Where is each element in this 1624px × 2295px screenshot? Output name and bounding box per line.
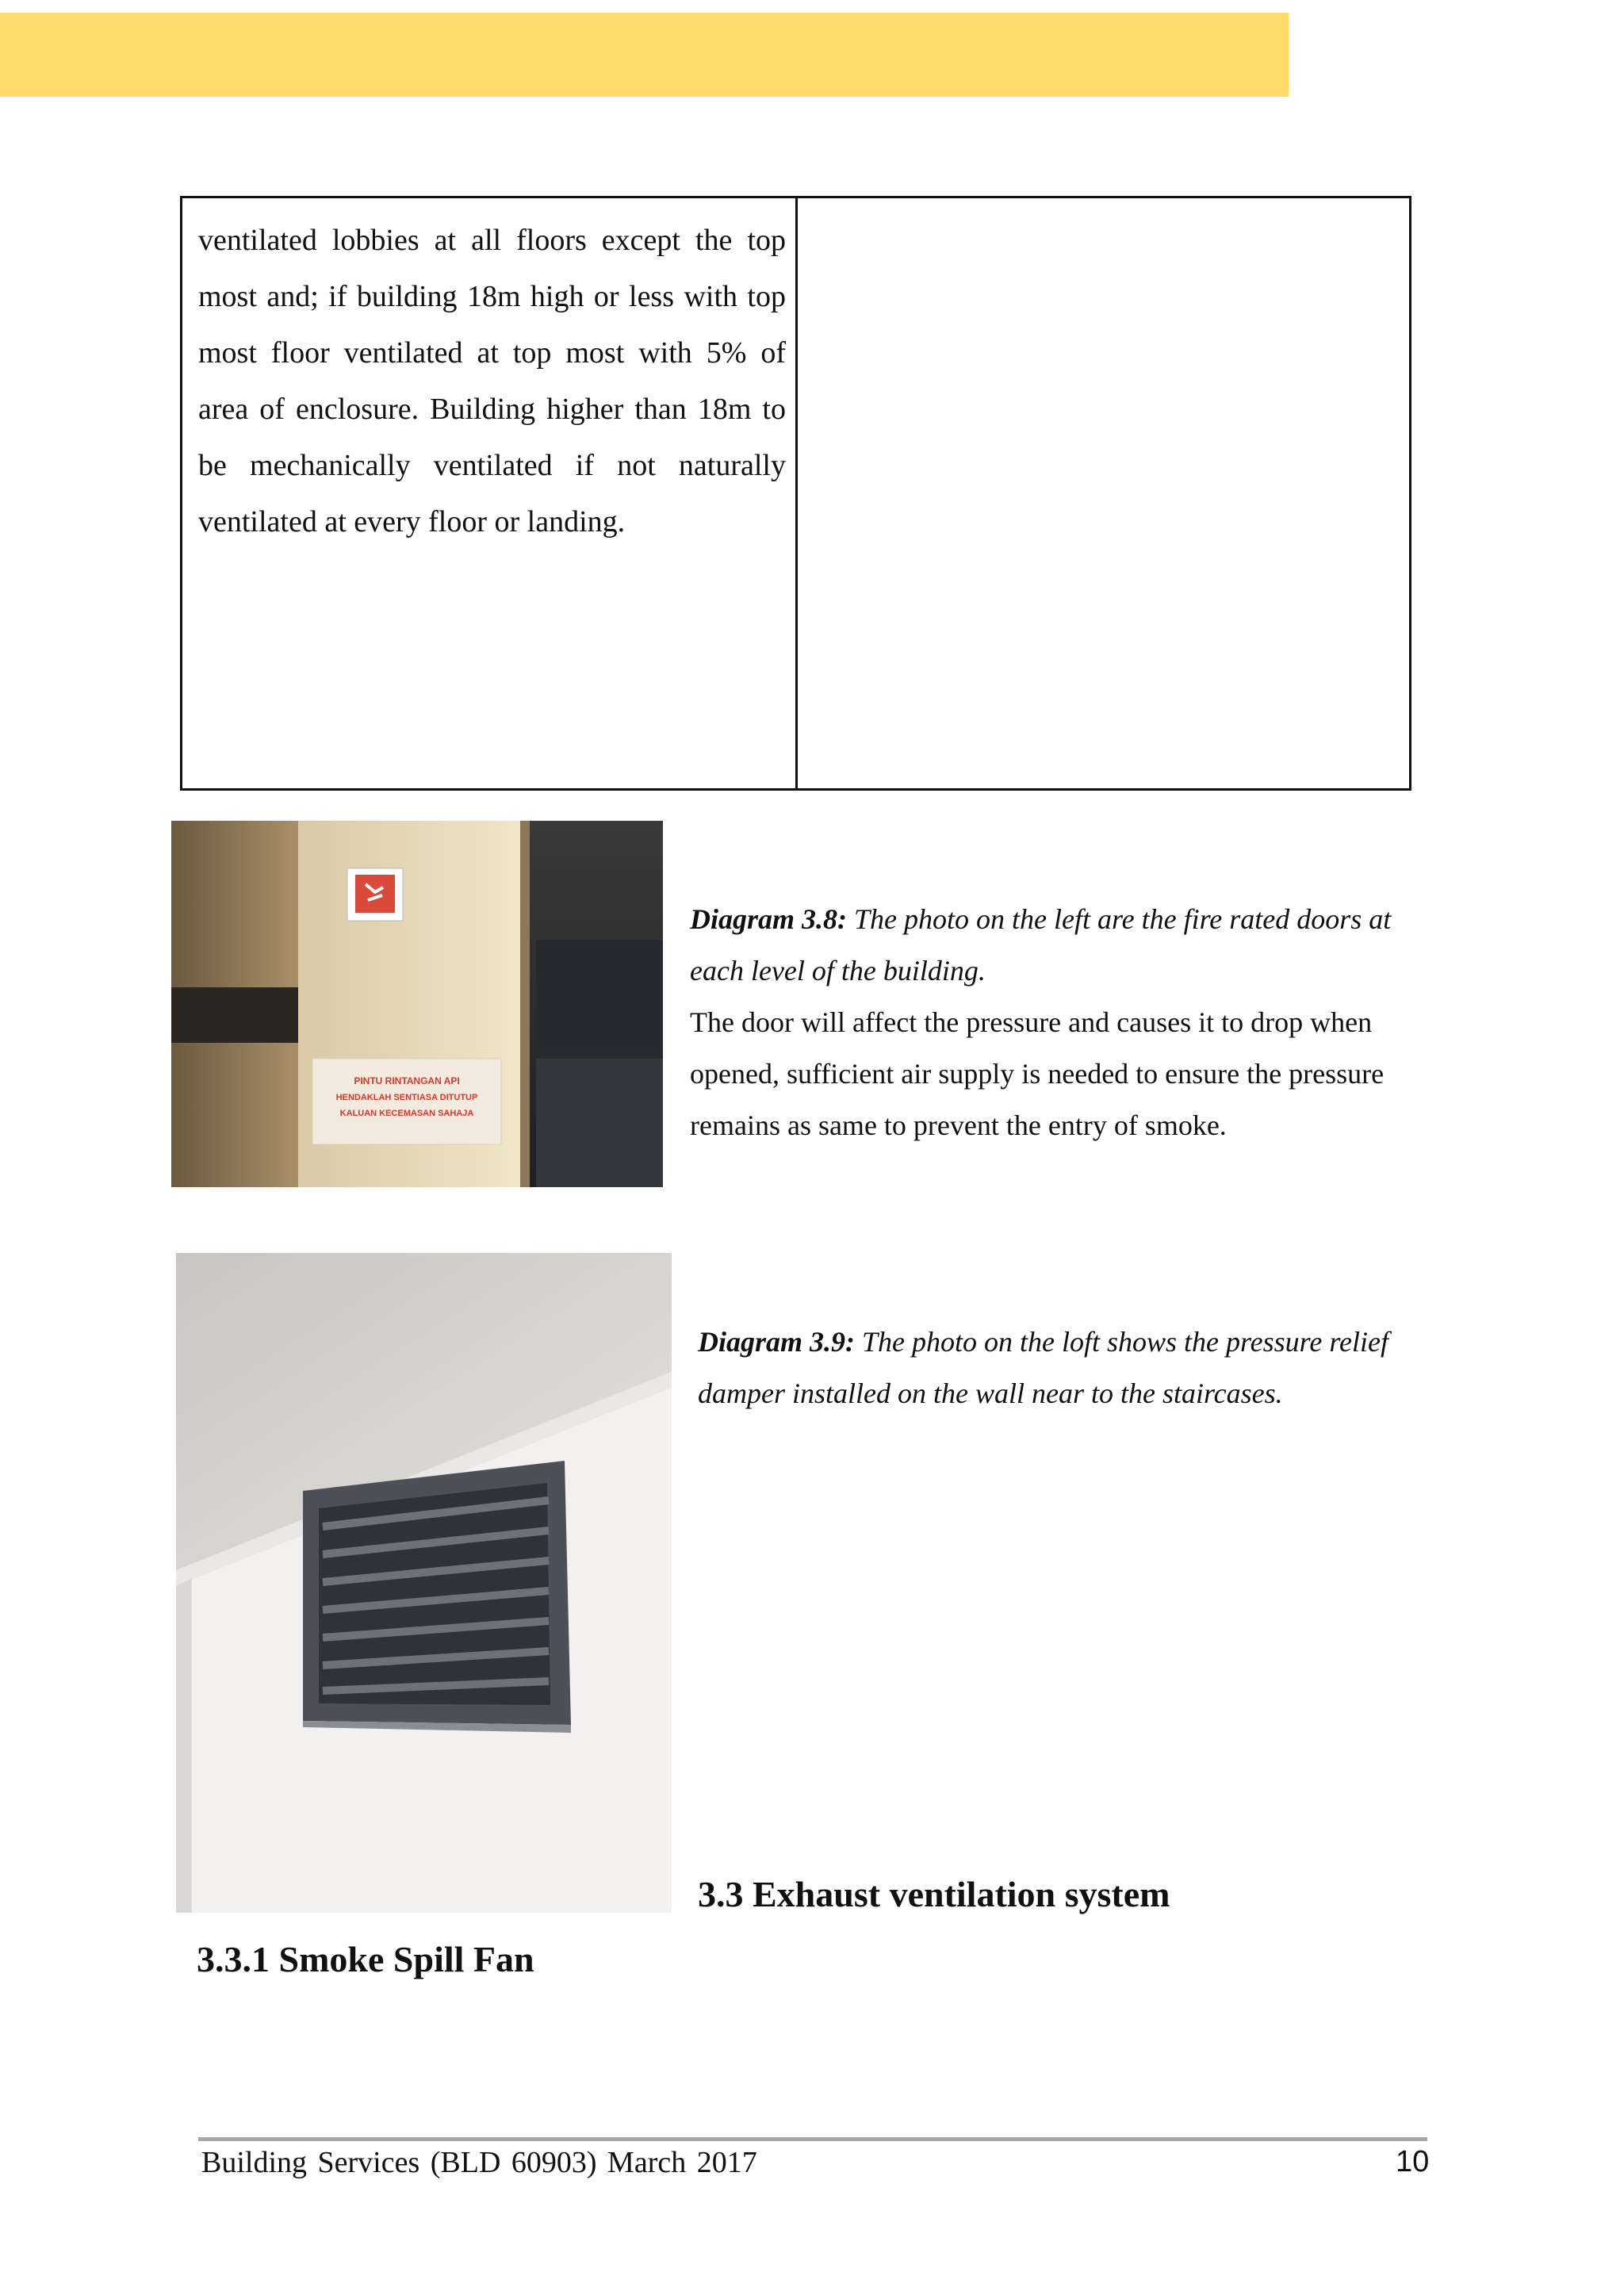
diagram-3-8-caption-italic: [690, 894, 1435, 997]
diagram-3-8-italic-text: The photo on the left are the fire rated doors at each level of the building.: [690, 903, 1392, 987]
table-cell-empty: [798, 198, 1409, 788]
section-heading-3-3: 3.3 Exhaust ventilation system: [698, 1874, 1170, 1914]
diagram-3-8-caption: [690, 894, 1435, 1151]
diagram-3-8-label: Diagram 3.8:: [690, 903, 847, 935]
table-cell-text: [182, 198, 798, 788]
section-heading-3-3-1: 3.3.1 Smoke Spill Fan: [197, 1939, 534, 1979]
page-number: 10: [1396, 2145, 1430, 2178]
pressure-relief-damper-photo: [176, 1253, 672, 1913]
content-table: [180, 196, 1411, 791]
diagram-3-9-caption: [698, 1316, 1439, 1420]
door-sign-line-3: KALUAN KECEMASAN SAHAJA: [339, 1109, 474, 1118]
damper-grille: [303, 1461, 571, 1733]
door-sign-line-1: PINTU RINTANGAN API: [354, 1075, 460, 1086]
diagram-3-9-caption-text: [698, 1316, 1439, 1420]
diagram-3-8-body: The door will affect the pressure and causes it to drop when opened, sufficient air supply is needed to ensure the pressure remains as same to prevent the entry of smoke.: [690, 1006, 1385, 1141]
fire-door-photo: [171, 821, 663, 1187]
footer-course-title: Building Services (BLD 60903) March 2017: [201, 2146, 757, 2179]
door-warning-sign: [312, 1059, 501, 1144]
diagram-3-9-italic-text: The photo on the loft shows the pressure relief damper installed on the wall near to the staircases.: [698, 1326, 1388, 1409]
door-sign-line-2: HENDAKLAH SENTIASA DITUTUP: [335, 1093, 478, 1102]
footer-divider: [198, 2137, 1427, 2141]
fire-exit-sign: [347, 868, 403, 921]
header-color-band: [0, 13, 1289, 97]
diagram-3-9-label: Diagram 3.9:: [698, 1326, 855, 1358]
table-cell-paragraph: ventilated lobbies at all floors except the top most and; if building 18m high or less with top most floor ventilated at top most with 5% of area of enclosure. Building higher than 18m to be mechanically ventilated if not naturally ventilated at every floor or landing.: [198, 224, 786, 538]
